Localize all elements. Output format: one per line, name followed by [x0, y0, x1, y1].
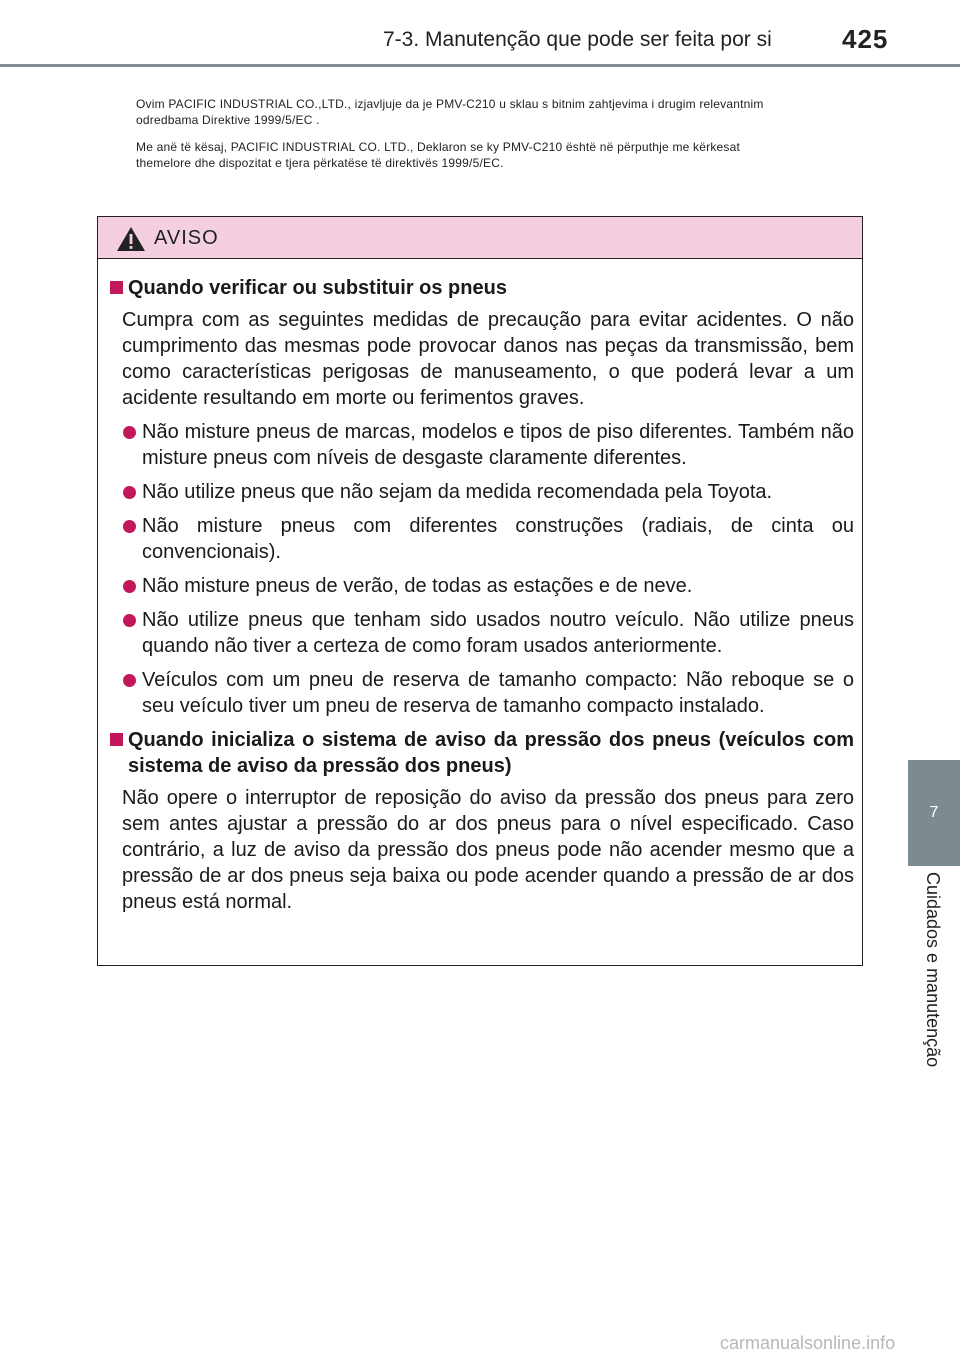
- list-item: Não misture pneus de verão, de todas as estações e de neve.: [110, 573, 854, 599]
- page-number: 425: [842, 24, 889, 54]
- section-heading: Quando inicializa o sistema de aviso da pressão dos pneus (veículos com sistema de aviso da pressão dos pneus): [110, 727, 854, 779]
- page-header: [0, 0, 960, 70]
- square-bullet-icon: [110, 281, 123, 294]
- section-heading: Quando verificar ou substituir os pneus: [110, 275, 854, 301]
- declaration-line: Me anë të kësaj, PACIFIC INDUSTRIAL CO. LTD., Deklaron se ky PMV-C210 është në përputhje me kërkesat: [136, 140, 741, 154]
- square-bullet-icon: [110, 733, 123, 746]
- warning-content: [110, 275, 854, 923]
- list-item: Não utilize pneus que não sejam da medida recomendada pela Toyota.: [110, 479, 854, 505]
- warning-title: AVISO: [154, 227, 219, 249]
- list-item: Não misture pneus com diferentes construções (radiais, de cinta ou convencionais).: [110, 513, 854, 565]
- circle-bullet-icon: [123, 580, 136, 593]
- declaration-line: odredbama Direktive 1999/5/EC .: [136, 113, 320, 127]
- section-body: Não opere o interruptor de reposição do aviso da pressão dos pneus para zero sem antes ajustar a pressão do ar dos pneus para o nível especificado. Caso contrário, a luz de aviso da pressão dos pneus pode não acender mesmo que a pressão de ar dos pneus seja baixa ou pode acender quando a pressão de ar dos pneus está normal.: [122, 787, 854, 913]
- circle-bullet-icon: [123, 614, 136, 627]
- circle-bullet-icon: [123, 486, 136, 499]
- declaration-line: Ovim PACIFIC INDUSTRIAL CO.,LTD., izjavljuje da je PMV-C210 u sklau s bitnim zahtjevima i drugim relevantnim: [136, 97, 764, 111]
- list-item: Veículos com um pneu de reserva de tamanho compacto: Não reboque se o seu veículo tiver um pneu de reserva de tamanho compacto instalado.: [110, 667, 854, 719]
- header-divider: [0, 64, 960, 67]
- circle-bullet-icon: [123, 426, 136, 439]
- list-item: Não utilize pneus que tenham sido usados noutro veículo. Não utilize pneus quando não tiver a certeza de como foram usados anteriormente.: [110, 607, 854, 659]
- warning-header: [98, 217, 862, 259]
- section-intro: Cumpra com as seguintes medidas de precaução para evitar acidentes. O não cumprimento das mesmas pode provocar danos nas peças da transmissão, bem como características perigosas de manuseamento, o que poderá levar a um acidente resultando em morte ou ferimentos graves.: [122, 309, 854, 409]
- warning-box: [97, 216, 863, 966]
- chapter-tab: 7: [908, 760, 960, 866]
- warning-triangle-icon: [116, 226, 146, 252]
- section-title: 7-3. Manutenção que pode ser feita por si: [383, 28, 772, 51]
- circle-bullet-icon: [123, 674, 136, 687]
- declaration-line: themelore dhe dispozitat e tjera përkatëse të direktivës 1999/5/EC.: [136, 156, 504, 170]
- list-item: Não misture pneus de marcas, modelos e tipos de piso diferentes. Também não misture pneus com níveis de desgaste claramente diferentes.: [110, 419, 854, 471]
- chapter-label: Cuidados e manutenção: [923, 872, 943, 1068]
- circle-bullet-icon: [123, 520, 136, 533]
- watermark: carmanualsonline.info: [720, 1333, 896, 1353]
